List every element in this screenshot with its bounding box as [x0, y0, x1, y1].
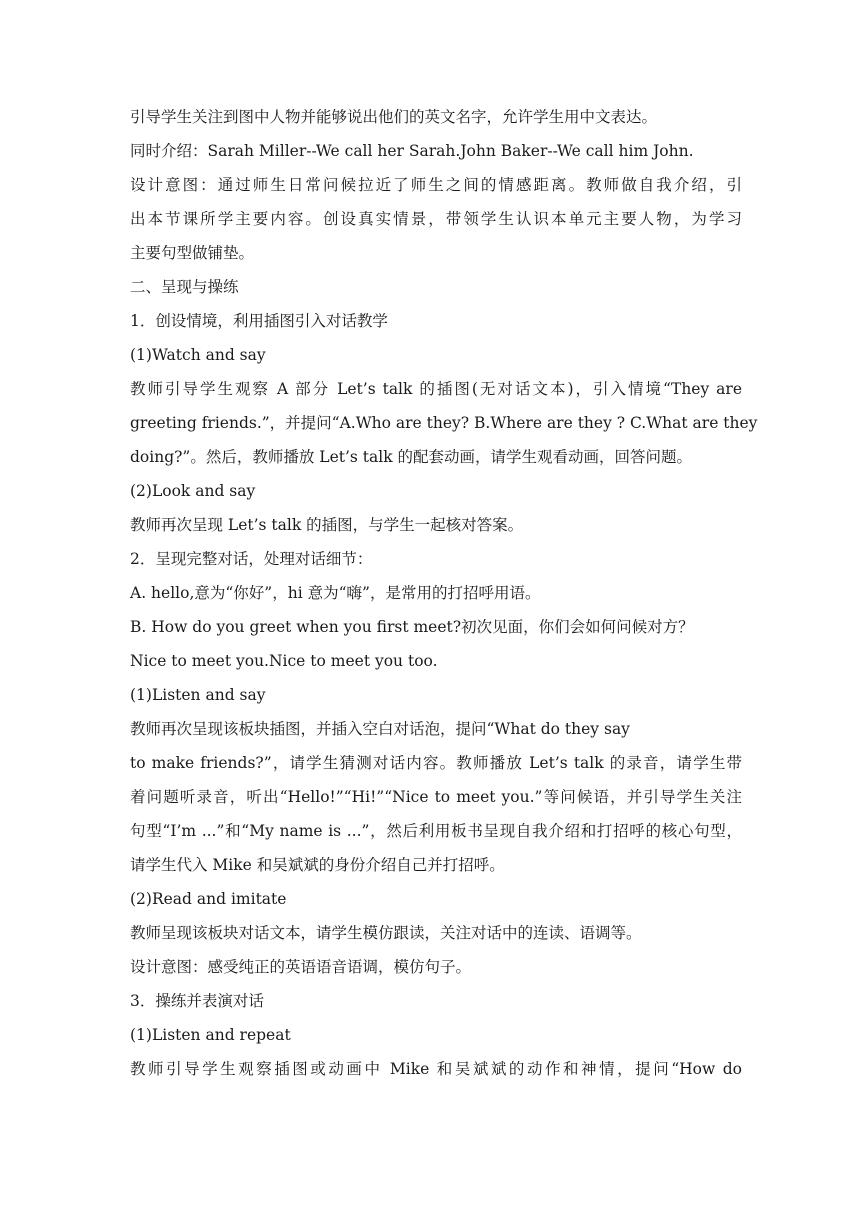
paragraph-line: 设计意图：通过师生日常问候拉近了师生之间的情感距离。教师做自我介绍，引 — [130, 176, 742, 194]
document-body — [130, 106, 758, 1092]
paragraph-line: 教师引导学生观察插图或动画中 Mike 和吴斌斌的动作和神情，提问“How do — [130, 1060, 742, 1078]
step-heading: (1)Watch and say — [130, 346, 266, 364]
paragraph-line: 着问题听录音，听出“Hello!”“Hi!”“Nice to meet you.”等问候语，并引导学生关注 — [130, 788, 742, 806]
section-heading: 二、呈现与操练 — [130, 278, 239, 296]
paragraph-line: 教师再次呈现 Let’s talk 的插图，与学生一起核对答案。 — [130, 516, 524, 534]
subsection-heading: 3．操练并表演对话 — [130, 992, 264, 1010]
paragraph-line: 请学生代入 Mike 和吴斌斌的身份介绍自己并打招呼。 — [130, 856, 505, 874]
step-heading: (1)Listen and repeat — [130, 1026, 291, 1044]
paragraph-line: 出本节课所学主要内容。创设真实情景，带领学生认识本单元主要人物，为学习 — [130, 210, 742, 228]
paragraph-line: 教师再次呈现该板块插图，并插入空白对话泡，提问“What do they say — [130, 720, 630, 738]
paragraph-line: 句型“I’m ...”和“My name is ...”，然后利用板书呈现自我介绍和打招呼的核心句型， — [130, 822, 742, 840]
subsection-heading: 2．呈现完整对话，处理对话细节： — [130, 550, 373, 568]
paragraph-line: 教师引导学生观察 A 部分 Let’s talk 的插图(无对话文本)，引入情境“They are — [130, 380, 742, 398]
step-heading: (2)Read and imitate — [130, 890, 287, 908]
paragraph-line: 同时介绍：Sarah Miller--We call her Sarah.John Baker--We call him John. — [130, 142, 694, 160]
paragraph-line: to make friends?”，请学生猜测对话内容。教师播放 Let’s talk 的录音，请学生带 — [130, 754, 742, 772]
paragraph-line: greeting friends.”，并提问“A.Who are they? B.Where are they ? C.What are they — [130, 414, 758, 432]
paragraph-line: Nice to meet you.Nice to meet you too. — [130, 652, 438, 670]
paragraph-line: 引导学生关注到图中人物并能够说出他们的英文名字，允许学生用中文表达。 — [130, 108, 658, 126]
paragraph-line: 设计意图：感受纯正的英语语音语调，模仿句子。 — [130, 958, 472, 976]
paragraph-line: B. How do you greet when you first meet?初次见面，你们会如何问候对方？ — [130, 618, 694, 636]
paragraph-line: doing?”。然后，教师播放 Let’s talk 的配套动画，请学生观看动画，回答问题。 — [130, 448, 693, 466]
paragraph-line: A. hello,意为“你好”，hi 意为“嗨”，是常用的打招呼用语。 — [130, 584, 541, 602]
step-heading: (2)Look and say — [130, 482, 256, 500]
paragraph-line: 主要句型做铺垫。 — [130, 244, 255, 262]
step-heading: (1)Listen and say — [130, 686, 266, 704]
subsection-heading: 1．创设情境，利用插图引入对话教学 — [130, 312, 388, 330]
paragraph-line: 教师呈现该板块对话文本，请学生模仿跟读，关注对话中的连读、语调等。 — [130, 924, 642, 942]
